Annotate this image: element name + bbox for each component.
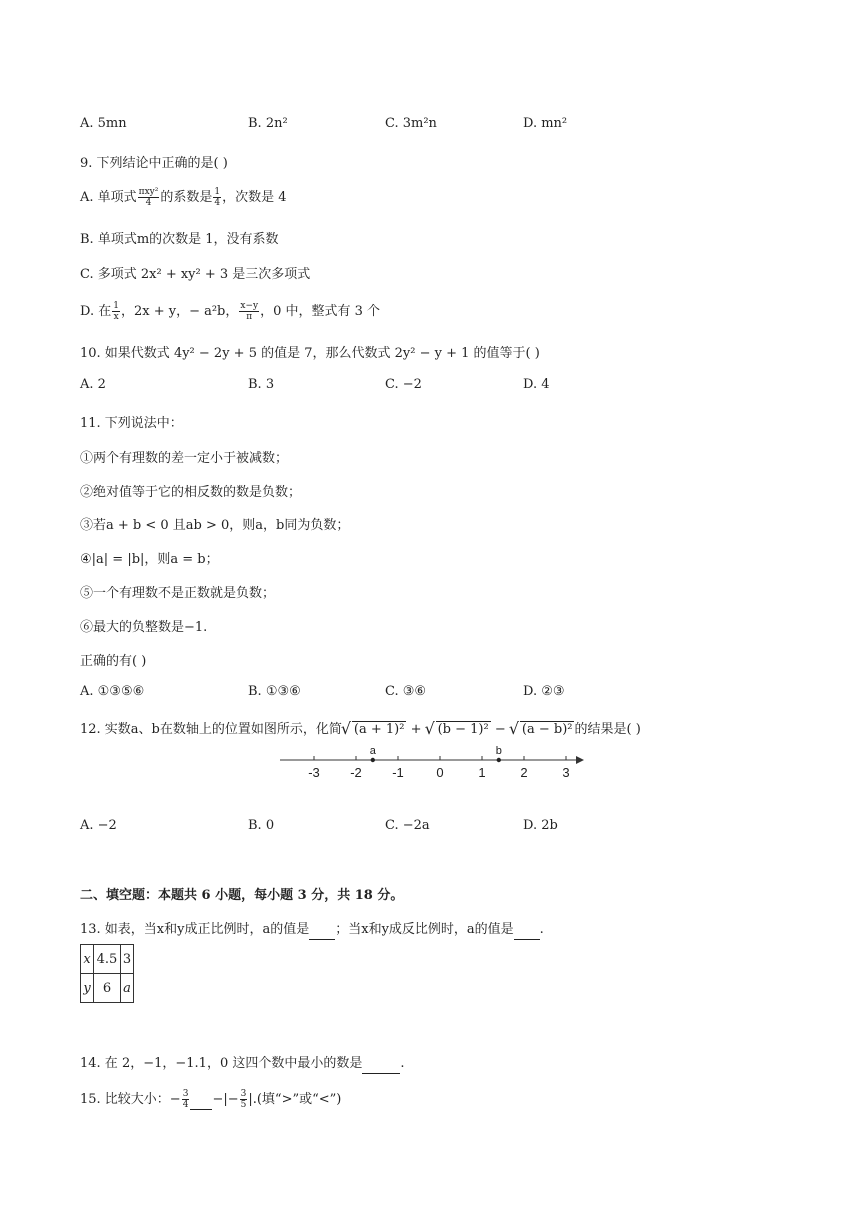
- section-2-heading: 二、填空题：本题共 6 小题，每小题 3 分，共 18 分。: [80, 888, 404, 903]
- q12-option-b: B. 0: [248, 818, 275, 833]
- q13-stem-mid: ；当x和y成反比例时，a的值是: [335, 922, 514, 937]
- q9-d-f1-num: 1: [113, 301, 119, 311]
- q13-stem: [80, 918, 544, 940]
- q9-d-pre: D. 在: [80, 304, 112, 319]
- q15-frac1: [182, 1089, 190, 1110]
- q15-stem: [80, 1088, 341, 1110]
- q14-stem-pre: 14. 在 2，−1，−1.1，0 这四个数中最小的数是: [80, 1056, 363, 1071]
- point-b: [497, 758, 501, 762]
- q9-a-pre: A. 单项式: [80, 190, 137, 205]
- axis-tick-label: -1: [392, 765, 404, 780]
- q10-option-a: A. 2: [80, 377, 106, 392]
- q11-item-3: ③若a + b < 0 且ab > 0，则a，b同为负数；: [80, 518, 350, 533]
- q12-stem-pre: 12. 实数a、b在数轴上的位置如图所示，化简: [80, 722, 342, 737]
- q12-root1: [342, 722, 407, 737]
- q12-root2-radicand: (b − 1)²: [437, 722, 489, 737]
- q15-stem-post: |.(填“>”或“<”): [248, 1092, 342, 1107]
- q9-d-f2-num: x−y: [240, 301, 259, 311]
- table-cell: 4.5: [94, 945, 121, 974]
- q10-option-c: C. −2: [385, 377, 422, 392]
- q13-table: [80, 944, 134, 1003]
- number-line: [0, 738, 868, 798]
- q9-d-f2-den: π: [246, 312, 253, 322]
- table-cell: 3: [121, 945, 134, 974]
- q11-item-6: ⑥最大的负整数是−1.: [80, 620, 208, 635]
- q9-option-b: B. 单项式m的次数是 1，没有系数: [80, 232, 279, 247]
- q9-d-frac1: [112, 301, 120, 322]
- table-row: [81, 945, 134, 974]
- table-cell: y: [81, 974, 94, 1003]
- q9-d-list: ，2x + y，− a²b，: [120, 304, 239, 319]
- q9-d-f1-den: x: [113, 312, 119, 322]
- q8-option-a: A. 5mn: [80, 116, 127, 131]
- q12-stem-post: 的结果是( ): [574, 722, 641, 737]
- point-a: [371, 758, 375, 762]
- q9-a-post: ，次数是 4: [222, 190, 287, 205]
- q15-f1-den: 4: [182, 1100, 189, 1110]
- q11-item-2: ②绝对值等于它的相反数的数是负数；: [80, 485, 302, 500]
- q14-stem-post: .: [400, 1056, 405, 1071]
- q15-frac2: [240, 1089, 248, 1110]
- q11-stem: 11. 下列说法中：: [80, 416, 183, 431]
- q9-a-coef: [213, 187, 221, 208]
- q12-option-c: C. −2a: [385, 818, 430, 833]
- q9-d-post: ，0 中，整式有 3 个: [260, 304, 381, 319]
- q9-a-coef-den: 4: [214, 198, 221, 208]
- q9-option-d: [80, 300, 380, 322]
- q11-option-c: C. ③⑥: [385, 684, 427, 699]
- table-cell: a: [121, 974, 134, 1003]
- q13-stem-pre: 13. 如表，当x和y成正比例时，a的值是: [80, 922, 310, 937]
- q9-a-mid: 的系数是: [160, 190, 213, 205]
- q12-option-d: D. 2b: [523, 818, 558, 833]
- table-row: [81, 974, 134, 1003]
- point-label-a: a: [369, 745, 376, 757]
- table-cell: x: [81, 945, 94, 974]
- q11-ask: 正确的有( ): [80, 654, 147, 669]
- q12-root1-radicand: (a + 1)²: [353, 722, 405, 737]
- q11-item-5: ⑤一个有理数不是正数就是负数；: [80, 586, 276, 601]
- q8-option-b: B. 2n²: [248, 116, 288, 131]
- q8-option-d: D. mn²: [523, 116, 568, 131]
- axis-tick-label: 2: [520, 765, 528, 780]
- q9-option-c: C. 多项式 2x² + xy² + 3 是三次多项式: [80, 267, 311, 282]
- q8-option-c: C. 3m²n: [385, 116, 437, 131]
- q14-stem: [80, 1052, 405, 1074]
- q12-root2: [426, 722, 491, 737]
- axis-tick-label: -2: [350, 765, 362, 780]
- point-label-b: b: [495, 745, 502, 757]
- q11-option-a: A. ①③⑤⑥: [80, 684, 145, 699]
- q13-blank-1[interactable]: [309, 924, 335, 940]
- q13-stem-post: .: [539, 922, 544, 937]
- q10-option-d: D. 4: [523, 377, 550, 392]
- q15-f2-den: 5: [240, 1100, 247, 1110]
- q9-a-coef-num: 1: [214, 187, 221, 197]
- q12-root3: [510, 722, 575, 737]
- q9-a-frac-num: πxy²: [138, 187, 159, 197]
- q9-d-frac2: [239, 301, 259, 322]
- q15-f1-num: 3: [182, 1089, 189, 1099]
- q15-blank[interactable]: [190, 1094, 212, 1110]
- axis-tick-label: 1: [478, 765, 486, 780]
- q9-stem: 9. 下列结论中正确的是( ): [80, 156, 228, 171]
- q11-option-b: B. ①③⑥: [248, 684, 301, 699]
- q15-f2-num: 3: [240, 1089, 247, 1099]
- q11-option-d: D. ②③: [523, 684, 565, 699]
- q10-option-b: B. 3: [248, 377, 275, 392]
- axis-tick-label: -3: [308, 765, 320, 780]
- axis-tick-label: 0: [436, 765, 444, 780]
- q12-root3-radicand: (a − b)²: [521, 722, 573, 737]
- q9-a-fraction: [138, 187, 160, 208]
- table-cell: 6: [94, 974, 121, 1003]
- q11-item-1: ①两个有理数的差一定小于被减数；: [80, 451, 289, 466]
- q12-option-a: A. −2: [80, 818, 117, 833]
- number-line-arrow: [576, 756, 584, 764]
- axis-tick-label: 3: [562, 765, 570, 780]
- q11-item-4: ④|a| = |b|，则a = b；: [80, 552, 219, 567]
- q9-option-a: [80, 186, 287, 208]
- q13-blank-2[interactable]: [514, 924, 540, 940]
- q9-a-frac-den: 4: [145, 198, 152, 208]
- q15-stem-mid: −|−: [212, 1092, 239, 1107]
- q10-stem: 10. 如果代数式 4y² − 2y + 5 的值是 7，那么代数式 2y² − y + 1 的值等于( ): [80, 346, 540, 361]
- q14-blank[interactable]: [362, 1058, 400, 1074]
- q15-stem-pre: 15. 比较大小：−: [80, 1092, 181, 1107]
- q12-stem: 12. 实数a、b在数轴上的位置如图所示，化简 √ (a + 1)² + √ (b − 1)² − √ (a − b)² 的结果是( ): [80, 718, 641, 737]
